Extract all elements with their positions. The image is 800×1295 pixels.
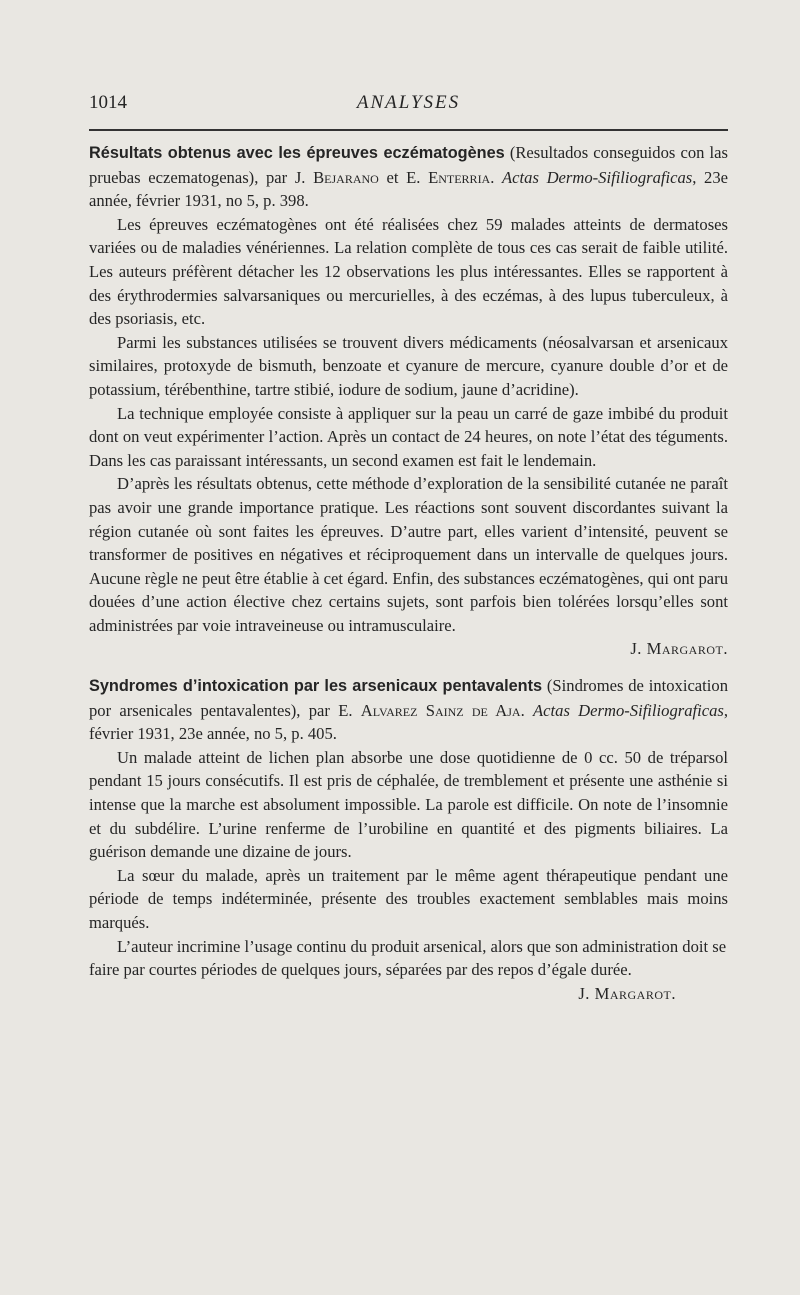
header-rule <box>89 129 728 131</box>
running-title: ANALYSES <box>356 92 461 113</box>
article-1-journal: Actas Dermo-Sifiliograficas <box>502 167 693 187</box>
article-1-ref-b: et E. <box>386 167 421 187</box>
article-1 <box>89 141 728 661</box>
article-1-signature: J. Margarot. <box>630 639 728 659</box>
article-1-author-2: Enterria <box>428 167 491 187</box>
article-1-ref-d: , 23e année, février 1931, no 5, p. 398. <box>89 167 728 211</box>
paragraph: Un malade atteint de lichen plan absorbe une dose quotidienne de 0 cc. 50 de tréparsol pendant 15 jours consécutifs. Il est pris de céphalée, de tremblement et présente une asthénie si intense que la marche est absolument impossible. La parole est difficile. On note de l’insomnie et du subdélire. L’urine renferme de l’urobiline en quantité et des pigments biliaires. La guérison demande une dizaine de jours. <box>89 747 728 862</box>
article-2-ref-b: . <box>520 700 525 720</box>
article-2-signature: J. Margarot. <box>578 983 676 1003</box>
article-2 <box>89 674 728 1003</box>
paragraph: Parmi les substances utilisées se trouvent divers médicaments (néosalvarsan et arsenicaux similaires, protoxyde de bismuth, benzoate et cyanure de mercure, cyanure double d’or et de potassium, térébenthine, tartre stibié, iodure de sodium, jaune d’acridine). <box>89 332 728 399</box>
paragraph: La sœur du malade, après un traitement par le même agent thérapeutique pendant une période de temps indéterminée, présente des troubles exactement semblables mais moins marqués. <box>89 865 728 932</box>
article-2-journal: Actas Dermo-Sifiliograficas <box>533 700 724 720</box>
page-header <box>89 92 728 122</box>
article-2-author-1: Alvarez Sainz de Aja <box>360 700 521 720</box>
article-2-ref: (Sindromes de intoxication por arsenicales pentavalentes), par E. <box>89 676 728 720</box>
paragraph: Les épreuves eczématogènes ont été réalisées chez 59 malades atteints de dermatoses variées ou de maladies vénériennes. La relation complète de tous ces cas serait de faible utilité. Les auteurs préfèrent détacher les 12 observations les plus intéressantes. Elles se rapportent à des érythrodermies salvarsaniques ou mercurielles, à des eczémas, à des lupus tuberculeux, à des psoriasis, etc. <box>89 214 728 329</box>
article-1-heading <box>89 141 728 213</box>
article-1-ref-c: . <box>490 167 495 187</box>
article-1-title: Résultats obtenus avec les épreuves eczématogènes <box>89 144 505 162</box>
paragraph-text: L’auteur incrimine l’usage continu du produit arsenical, alors que son administration doit se faire par courtes périodes de quelques jours, séparées par des repos d’égale durée. <box>89 936 727 980</box>
article-1-author-1: Bejarano <box>313 167 379 187</box>
paragraph-last <box>89 935 728 1003</box>
paragraph: D’après les résultats obtenus, cette méthode d’exploration de la sensibilité cutanée ne paraît pas avoir une grande importance pratique. Les réactions sont souvent discordantes suivant la région cutanée où sont faites les épreuves. D’autre part, elles varient d’intensité, peuvent se transformer de positives en négatives et réciproquement dans un intervalle de quelques jours. Aucune règle ne peut être établie à cet égard. Enfin, des substances eczématogènes, qui ont paru douées d’une action élective chez certains sujets, sont parfois bien tolérées lorsqu’elles sont administrées par voie intraveineuse ou intramusculaire. <box>89 474 728 635</box>
article-2-title: Syndromes d’intoxication par les arsenicaux pentavalents <box>89 677 543 696</box>
spacer <box>89 661 728 674</box>
paragraph: La technique employée consiste à appliquer sur la peau un carré de gaze imbibé du produit dont on veut expérimenter l’action. Après un contact de 24 heures, on note l’état des téguments. Dans les cas paraissant intéressants, un second examen est fait le lendemain. <box>89 403 728 470</box>
article-1-ref: (Resultados conseguidos con las pruebas eczematogenas), par J. <box>89 143 728 187</box>
page-number: 1014 <box>89 92 127 113</box>
page-body <box>89 141 728 1005</box>
article-2-ref-d: , février 1931, 23e année, no 5, p. 405. <box>89 700 728 744</box>
article-2-heading <box>89 674 728 746</box>
